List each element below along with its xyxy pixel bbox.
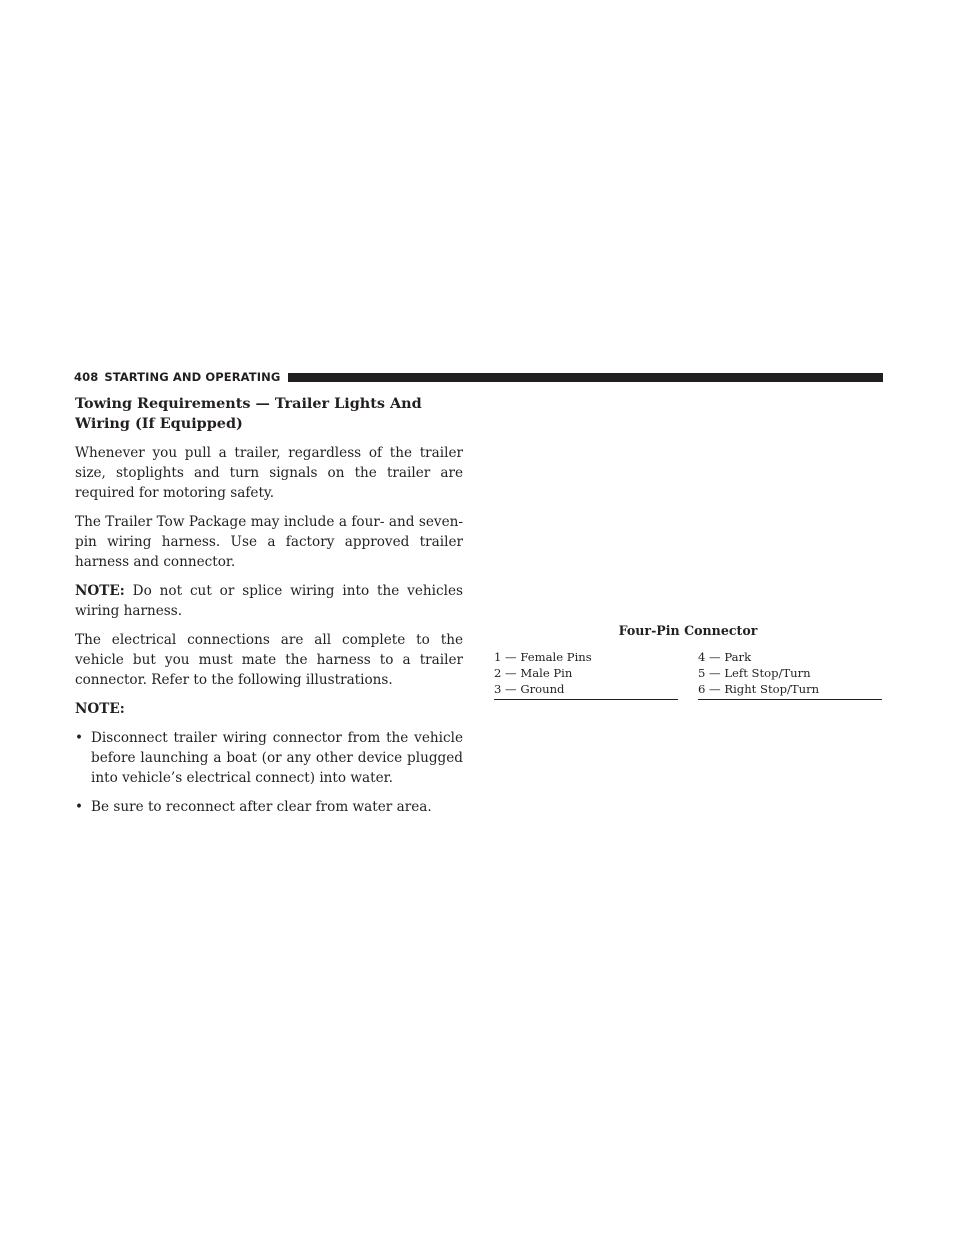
legend-item: 2 — Male Pin [494,666,573,680]
bullet-text: Be sure to reconnect after clear from water area. [91,799,432,815]
bullet-item-reconnect [75,797,463,817]
bullet-icon: • [75,799,84,815]
note-label: NOTE: [75,583,125,599]
connector-illustration-area [494,394,882,620]
section-heading: Towing Requirements — Trailer Lights And Wiring (If Equipped) [75,395,422,432]
note-text: Do not cut or splice wiring into the vehicles wiring harness. [75,583,463,619]
note-heading: NOTE: [75,701,125,717]
legend-item: 6 — Right Stop/Turn [698,682,820,696]
legend-item: 4 — Park [698,650,752,664]
page-header [74,369,883,385]
paragraph-tow-package: The Trailer Tow Package may include a four- and seven-pin wiring harness. Use a factory approved trailer harness and connector. [75,514,463,570]
legend-item: 5 — Left Stop/Turn [698,666,811,680]
legend-column-right [698,649,882,700]
figure-caption: Four-Pin Connector [618,623,758,638]
note-bullet-list [75,728,463,817]
legend-column-left [494,649,678,700]
bullet-item-disconnect [75,728,463,788]
figure-legend [494,649,882,700]
main-column [75,394,463,826]
bullet-text: Disconnect trailer wiring connector from the vehicle before launching a boat (or any other device plugged into vehicle’s electrical connect) into water. [91,730,463,786]
page-number: 408 [74,370,99,384]
section-title: STARTING AND OPERATING [104,370,281,384]
paragraph-trailer-lights: Whenever you pull a trailer, regardless of the trailer size, stoplights and turn signals on the trailer are required for motoring safety. [75,445,463,501]
bullet-icon: • [75,730,84,746]
paragraph-electrical-connections: The electrical connections are all complete to the vehicle but you must mate the harness to a trailer connector. Refer to the following illustrations. [75,632,463,688]
note-splice-wiring [75,581,463,621]
header-rule [288,373,883,382]
legend-item: 1 — Female Pins [494,650,592,664]
legend-item: 3 — Ground [494,682,565,696]
